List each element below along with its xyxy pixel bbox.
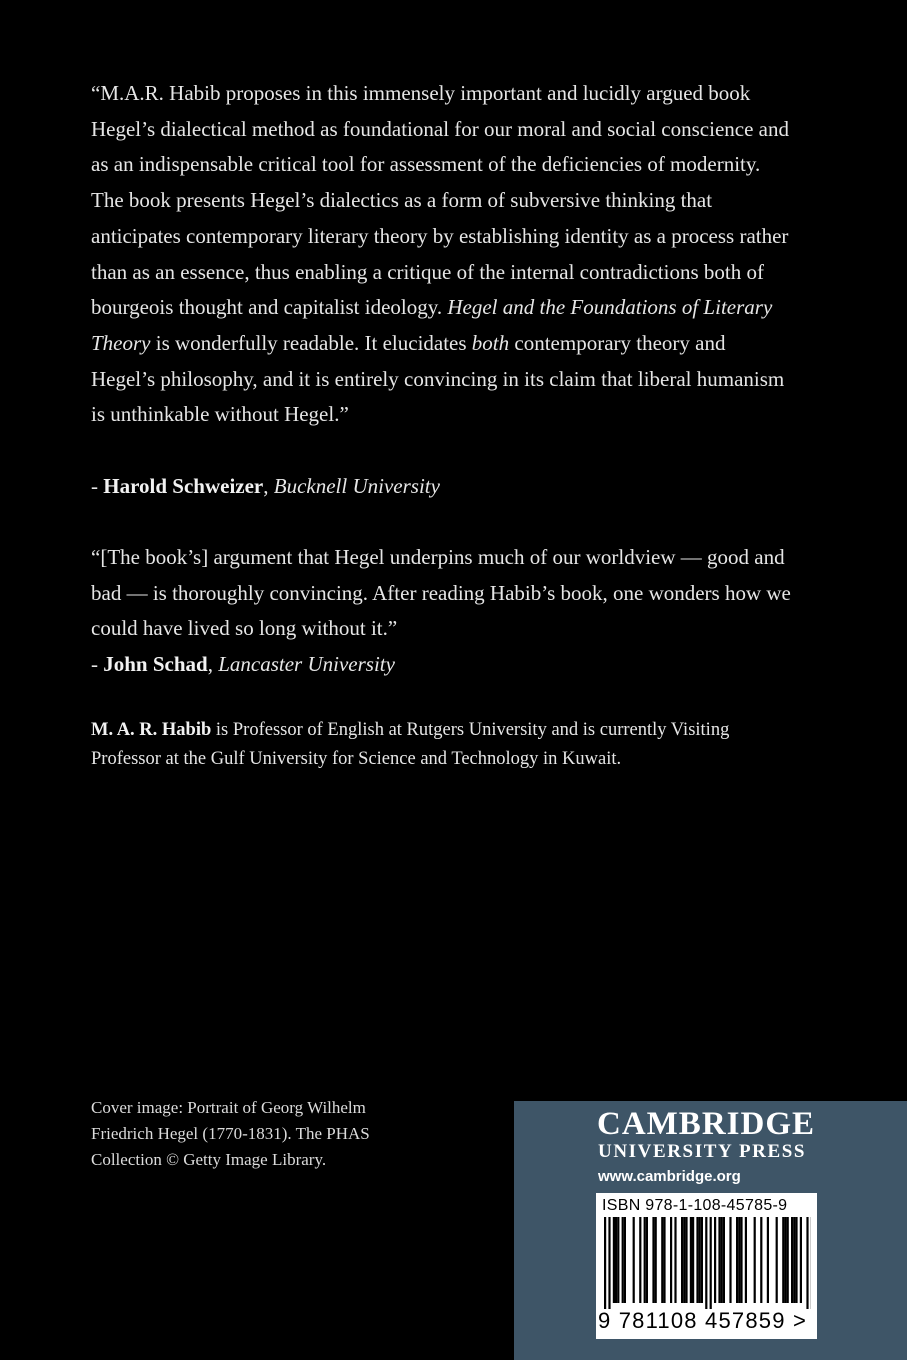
barcode-bar xyxy=(787,1217,789,1303)
reviewer-affiliation: Bucknell University xyxy=(273,474,440,498)
barcode-bar xyxy=(624,1217,626,1303)
barcode-bar xyxy=(729,1217,731,1303)
barcode-bar xyxy=(795,1217,797,1303)
reviewer-affiliation: Lancaster University xyxy=(218,652,395,676)
barcode-bar xyxy=(692,1217,694,1303)
barcode-bar xyxy=(800,1217,802,1303)
barcode-bar xyxy=(655,1217,657,1303)
barcode-bar xyxy=(714,1217,716,1303)
barcode-bar xyxy=(685,1217,687,1303)
barcode-bar xyxy=(782,1217,784,1303)
author-name: M. A. R. Habib xyxy=(91,720,212,740)
barcode-bar xyxy=(705,1217,707,1309)
barcode-bar xyxy=(718,1217,720,1303)
barcode-bar xyxy=(723,1217,725,1303)
isbn-label: ISBN 978-1-108-45785-9 xyxy=(602,1197,788,1214)
barcode-bar xyxy=(696,1217,698,1303)
barcode-bar xyxy=(738,1217,740,1303)
attribution-separator: , xyxy=(263,474,274,498)
barcode-bar xyxy=(721,1217,723,1303)
barcode-bar xyxy=(776,1217,778,1303)
publisher-url: www.cambridge.org xyxy=(598,1168,741,1185)
barcode-bar xyxy=(617,1217,619,1303)
publisher-subtitle: UNIVERSITY PRESS xyxy=(598,1141,807,1162)
book-title: Hegel and the Foundations of Literary Theory xyxy=(91,295,773,355)
barcode-icon xyxy=(602,1217,811,1309)
cover-image-credit: Cover image: Portrait of Georg Wilhelm Friedrich Hegel (1770-1831). The PHAS Collection © Getty Image Library. xyxy=(91,1098,370,1169)
review-quote-text-2: is wonderfully readable. It elucidates xyxy=(150,330,472,355)
barcode-bar xyxy=(754,1217,756,1303)
review-attribution-schad xyxy=(91,649,395,679)
attribution-separator: , xyxy=(207,652,219,676)
barcode-bar xyxy=(639,1217,641,1303)
barcode-bar xyxy=(608,1217,610,1309)
barcode-bar xyxy=(644,1217,646,1303)
barcode-bar xyxy=(740,1217,742,1303)
barcode-bar xyxy=(767,1217,769,1303)
barcode-bar xyxy=(633,1217,635,1303)
barcode-bar xyxy=(784,1217,786,1303)
author-bio xyxy=(91,716,801,774)
reviewer-name: John Schad xyxy=(103,652,208,676)
barcode-box xyxy=(596,1193,817,1339)
barcode-bar xyxy=(670,1217,672,1303)
barcode-digits: 9 781108 457859 > xyxy=(598,1308,808,1333)
barcode-bar xyxy=(760,1217,762,1303)
review-quote-text-3: contemporary theory and Hegel’s philosophy, and it is entirely convincing in its claim that liberal humanism is unthinkable without Hegel.” xyxy=(91,330,785,427)
barcode-bar xyxy=(646,1217,648,1303)
barcode-bar xyxy=(690,1217,692,1303)
barcode-bar xyxy=(791,1217,793,1303)
publisher-name: CAMBRIDGE xyxy=(597,1106,816,1142)
barcode-bar xyxy=(663,1217,665,1303)
barcode-bar xyxy=(806,1217,808,1309)
author-bio-text: is Professor of English at Rutgers University and is currently Visiting Professor at the Gulf University for Science and Technology in Kuwait. xyxy=(91,720,730,769)
review-emphasis: both xyxy=(471,330,510,355)
review-quote-text-1: “M.A.R. Habib proposes in this immensely important and lucidly argued book Hegel’s dialectical method as foundational for our moral and social conscience and as an indispensable critical tool for assessment of the deficiencies of modernity. The book presents Hegel’s dialectics as a form of subversive thinking that anticipates contemporary literary theory by establishing identity as a process rather than as an essence, thus enabling a critique of the internal contradictions both of bourgeois thought and capitalist ideology. xyxy=(91,81,789,320)
review-quote-schad: “[The book’s] argument that Hegel underpins much of our worldview — good and bad — is thoroughly convincing. After reading Habib’s book, one wonders how we could have lived so long without it.” xyxy=(91,545,791,641)
barcode-bar xyxy=(674,1217,676,1303)
barcode-bar xyxy=(681,1217,683,1303)
attribution-dash: - xyxy=(91,474,104,498)
barcode-bar xyxy=(736,1217,738,1303)
barcode-bar xyxy=(710,1217,712,1309)
barcode-bar xyxy=(615,1217,617,1303)
barcode-bar xyxy=(661,1217,663,1303)
review-quote-schweizer xyxy=(91,76,791,433)
review-attribution-schweizer xyxy=(91,471,440,501)
barcode-bar xyxy=(683,1217,685,1303)
barcode-bar xyxy=(613,1217,615,1303)
barcode-bar xyxy=(652,1217,654,1303)
reviewer-name: Harold Schweizer xyxy=(103,474,264,498)
barcode-bar xyxy=(701,1217,703,1303)
barcode-bar xyxy=(604,1217,606,1309)
barcode-bar xyxy=(622,1217,624,1303)
barcode-bar xyxy=(699,1217,701,1303)
attribution-dash: - xyxy=(91,652,104,676)
publisher-panel xyxy=(514,1101,907,1360)
barcode-bar xyxy=(745,1217,747,1303)
barcode-bar xyxy=(793,1217,795,1303)
